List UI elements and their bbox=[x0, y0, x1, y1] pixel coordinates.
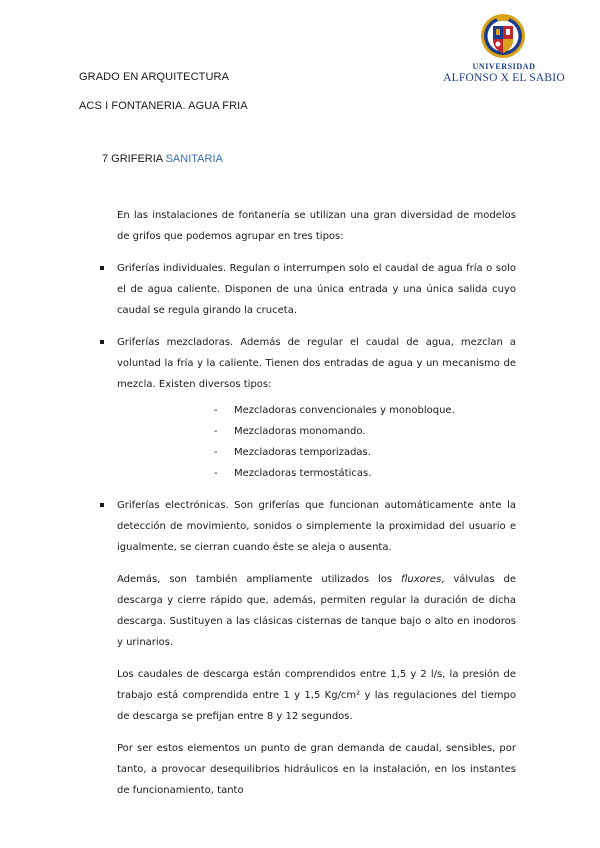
sublist-item-text: Mezcladoras temporizadas. bbox=[234, 447, 371, 458]
list-item bbox=[117, 495, 516, 558]
sublist-item-text: Mezcladoras monomando. bbox=[234, 426, 366, 437]
sublist-item bbox=[117, 421, 516, 442]
logo-university-label: UNIVERSIDAD bbox=[472, 62, 536, 71]
fluxores-text-a: Además, son también ampliamente utilizados los bbox=[117, 574, 401, 585]
types-list bbox=[117, 258, 516, 558]
document-body bbox=[117, 205, 516, 801]
caudales-paragraph bbox=[117, 664, 516, 727]
course-title: ACS I FONTANERIA. AGUA FRIA bbox=[79, 100, 248, 112]
sublist-item-text: Mezcladoras convencionales y monobloque. bbox=[234, 405, 455, 416]
bullet-marker bbox=[100, 266, 104, 270]
list-item-text: Griferías individuales. Regulan o interrumpen solo el caudal de agua fría o solo el de agua caliente. Disponen de una única entrada y una única salida cuyo caudal se regula girando la cruceta. bbox=[117, 263, 516, 316]
list-item bbox=[117, 258, 516, 321]
dash-marker: - bbox=[214, 426, 218, 437]
sublist-item bbox=[117, 442, 516, 463]
list-item bbox=[117, 332, 516, 395]
list-item-text: Griferías mezcladoras. Además de regular el caudal de agua, mezclan a voluntad la fría y la caliente. Tienen dos entradas de agua y un mecanismo de mezcla. Existen diversos tipos: bbox=[117, 337, 516, 390]
fluxores-term: fluxores bbox=[400, 574, 442, 585]
bullet-marker bbox=[100, 503, 104, 507]
caudales-text: Los caudales de descarga están comprendidos entre 1,5 y 2 l/s, la presión de trabajo está comprendida entre 1 y 1,5 Kg/cm² y las regulaciones del tiempo de descarga se prefijan entre 8 y 12 segundos. bbox=[117, 669, 516, 722]
dash-marker: - bbox=[214, 447, 218, 458]
university-seal-icon bbox=[480, 12, 526, 60]
final-text: Por ser estos elementos un punto de gran demanda de caudal, sensibles, por tanto, a provocar desequilibrios hidráulicos en la instalación, en los instantes de funcionamiento, tanto bbox=[117, 743, 516, 796]
intro-text: En las instalaciones de fontanería se utilizan una gran diversidad de modelos de grifos que podemos agrupar en tres tipos: bbox=[117, 210, 516, 242]
section-number-title: 7 GRIFERIA bbox=[102, 153, 163, 165]
final-paragraph bbox=[117, 738, 516, 801]
dash-marker: - bbox=[214, 468, 218, 479]
document-header bbox=[79, 71, 248, 129]
list-item-text: Griferías electrónicas. Son griferías que funcionan automáticamente ante la detección de movimiento, sonidos o simplemente la proximidad del usuario e igualmente, se cierran cuando éste se aleja o ausenta. bbox=[117, 500, 516, 553]
sublist-item-text: Mezcladoras termostáticas. bbox=[234, 468, 372, 479]
sublist-item bbox=[117, 400, 516, 421]
fluxores-text-b: , válvulas de descarga y cierre rápido que, además, permiten regular la duración de dicha descarga. Sustituyen a las clásicas cisternas de tanque bajo o alto en inodoros y urinarios. bbox=[117, 574, 516, 648]
sublist-item bbox=[117, 463, 516, 484]
mixer-types-sublist bbox=[117, 400, 516, 484]
intro-paragraph bbox=[117, 205, 516, 247]
dash-marker: - bbox=[214, 405, 218, 416]
logo-university-name: ALFONSO X EL SABIO bbox=[443, 72, 565, 84]
section-accent-word: SANITARIA bbox=[165, 153, 223, 165]
bullet-marker bbox=[100, 340, 104, 344]
fluxores-paragraph bbox=[117, 569, 516, 653]
section-heading bbox=[102, 153, 223, 165]
university-logo bbox=[440, 12, 568, 84]
degree-title: GRADO EN ARQUITECTURA bbox=[79, 71, 230, 83]
